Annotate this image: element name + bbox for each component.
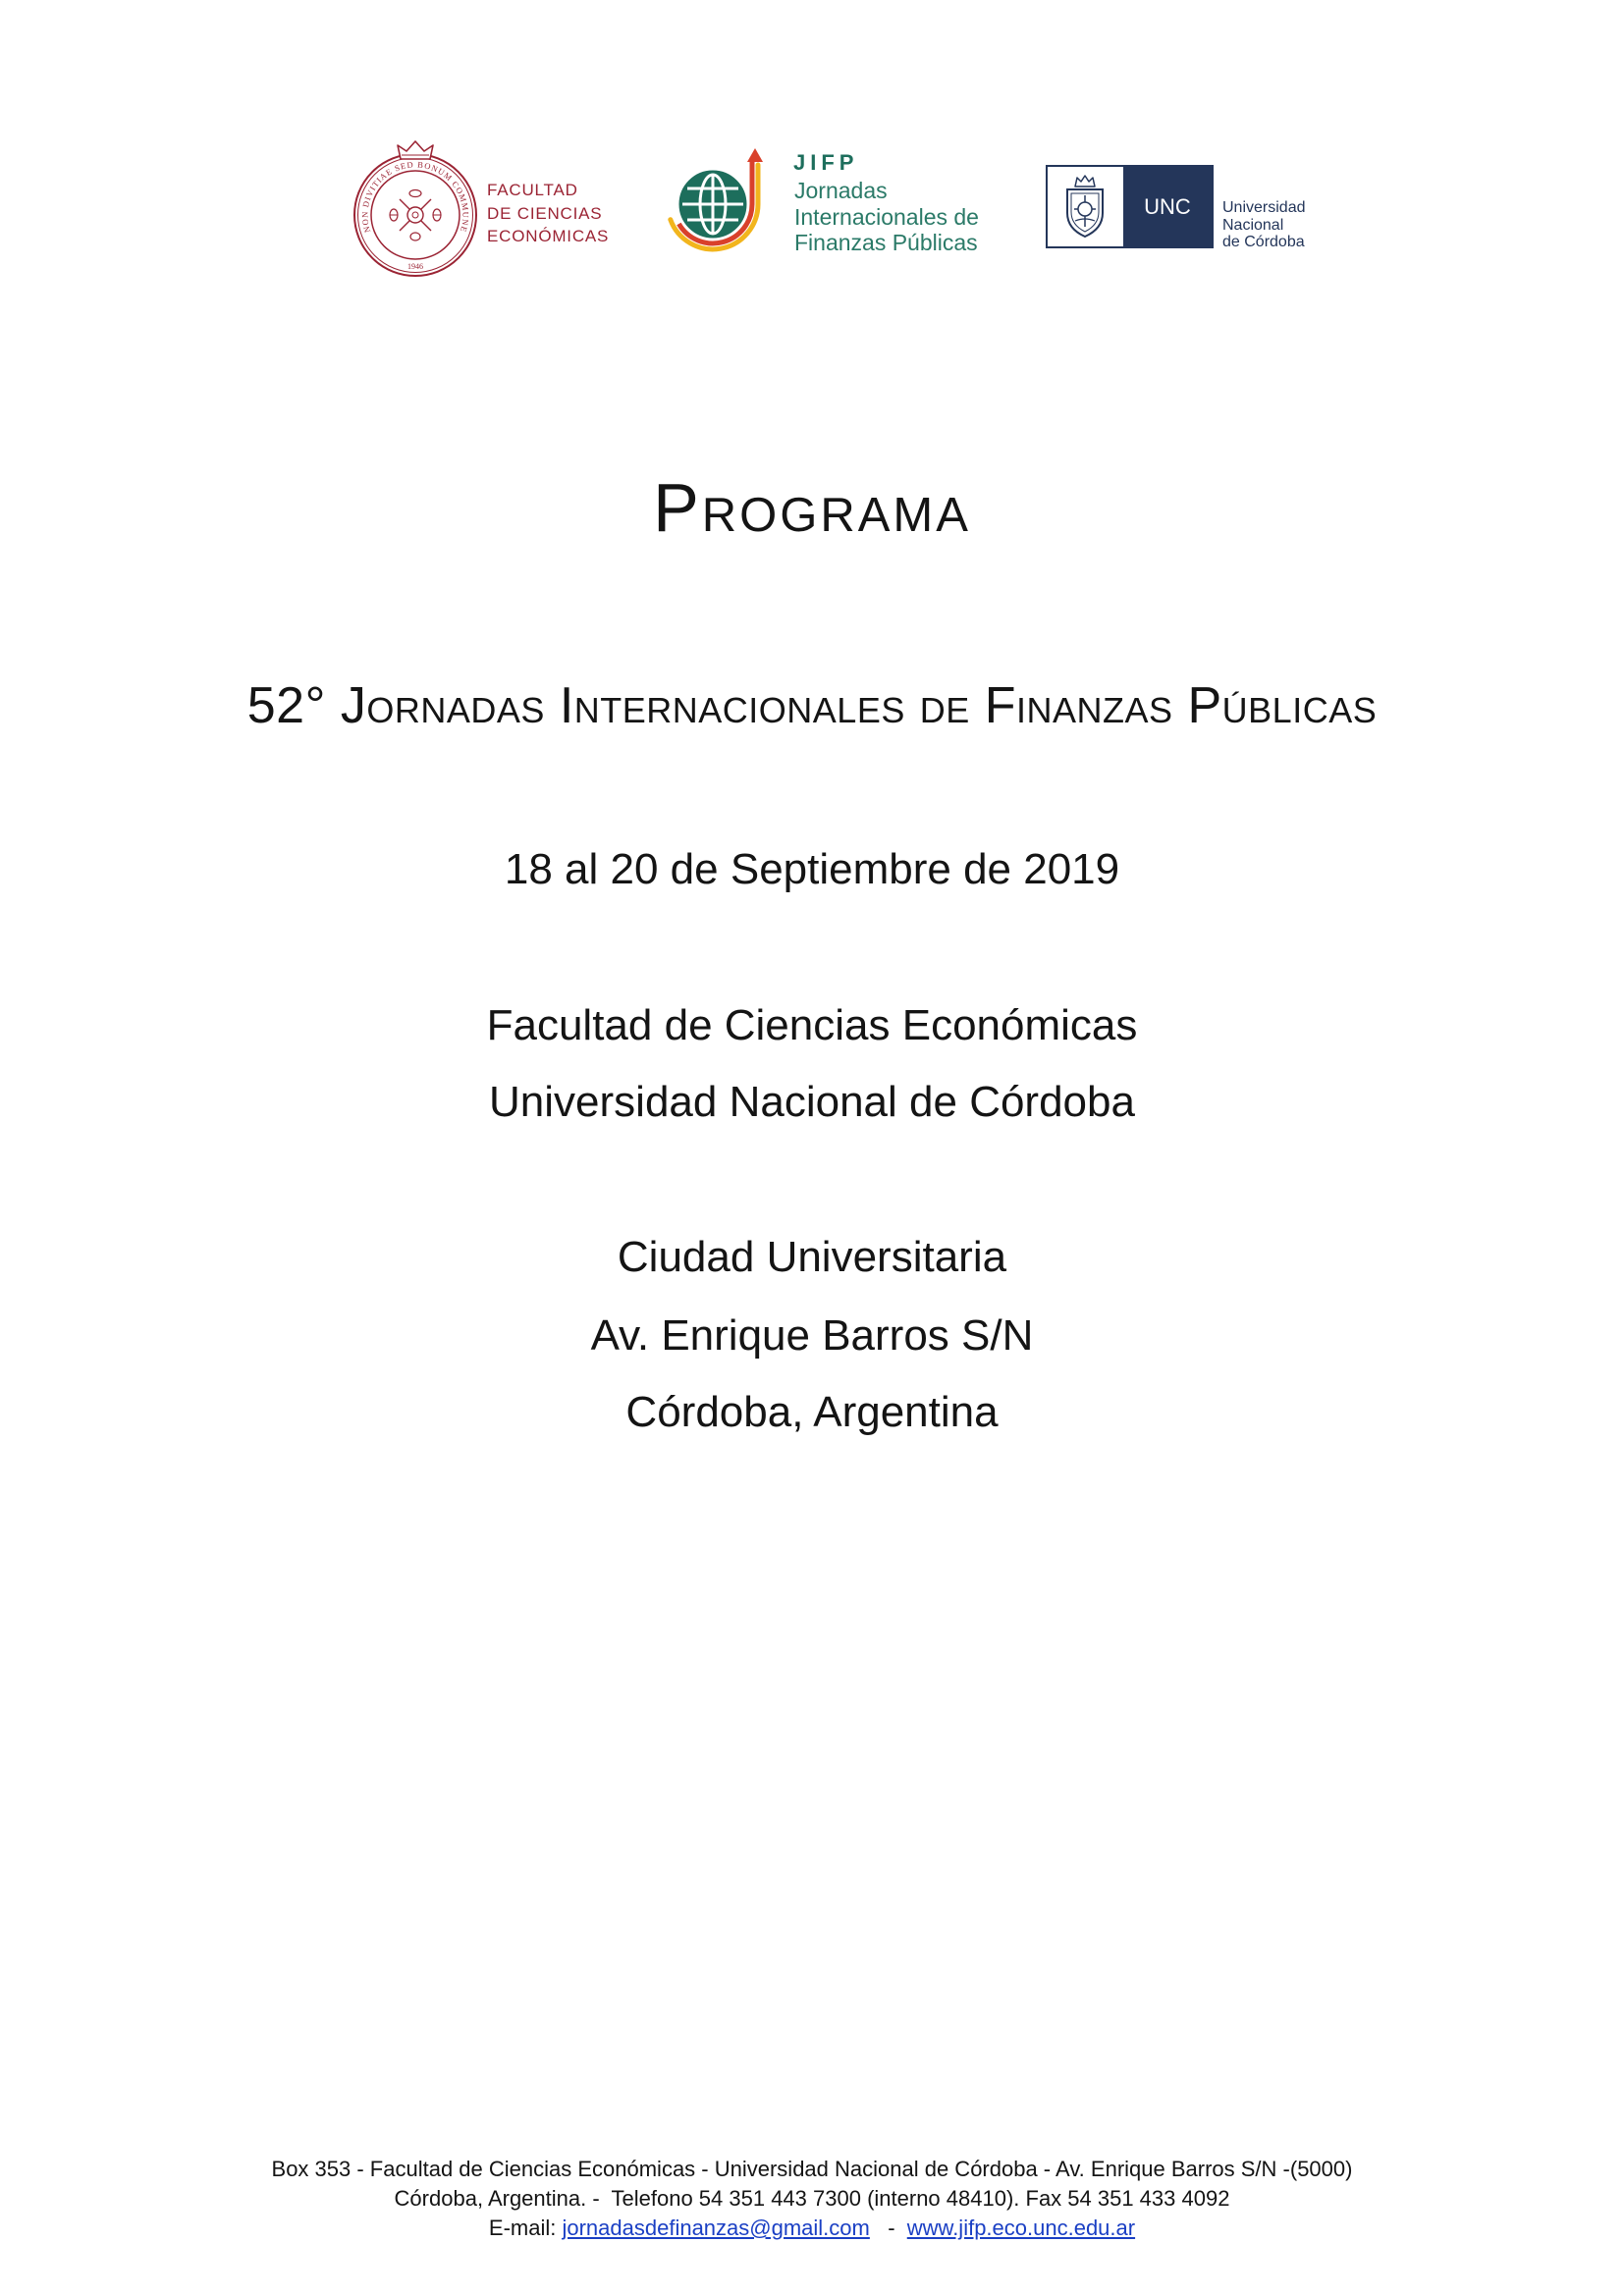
event-name: 52° Jornadas Internacionales de Finanzas Públicas — [246, 677, 1378, 734]
fce-wordmark-line: FACULTAD — [487, 181, 578, 199]
footer-phone-line: Córdoba, Argentina. - Telefono 54 351 443 7300 (interno 48410). Fax 54 351 433 4092 — [394, 2186, 1230, 2211]
footer-separator: - — [869, 2216, 907, 2240]
fce-seal-motto: NON DIVITIAE SED BONUM COMMUNE — [359, 159, 471, 235]
fce-seal-logo — [350, 138, 481, 284]
jifp-wordmark-line: Jornadas — [794, 178, 888, 203]
venue-address: Av. Enrique Barros S/N — [590, 1311, 1034, 1360]
arrow-up-icon — [747, 148, 763, 162]
page-footer — [0, 2155, 1624, 2243]
fce-seal-year: 1946 — [407, 262, 423, 271]
unc-shield-area — [1048, 167, 1123, 246]
fce-wordmark-line: DE CIENCIAS — [487, 203, 603, 223]
venue-city: Córdoba, Argentina — [625, 1388, 999, 1436]
jifp-wordmark — [794, 178, 979, 256]
unc-wordmark-line: Universidad — [1222, 199, 1306, 216]
footer-contact-line — [0, 2214, 1624, 2243]
email-label: E-mail: — [488, 2216, 563, 2240]
venue-campus: Ciudad Universitaria — [617, 1233, 1007, 1281]
footer-address-line: Box 353 - Facultad de Ciencias Económicas - Universidad Nacional de Córdoba - Av. Enrique Barros S/N -(5000) — [271, 2157, 1353, 2181]
unc-wordmark-line: de Córdoba — [1222, 234, 1305, 250]
unc-logo — [1046, 165, 1214, 248]
email-link[interactable]: jornadasdefinanzas@gmail.com — [562, 2216, 870, 2240]
page-title: Programa — [653, 469, 971, 546]
institution-university: Universidad Nacional de Córdoba — [489, 1078, 1135, 1126]
fce-seal-icon — [350, 138, 481, 284]
unc-badge: UNC — [1123, 167, 1212, 246]
jifp-globe-logo — [666, 145, 776, 267]
website-link[interactable]: www.jifp.eco.unc.edu.ar — [906, 2216, 1136, 2240]
jifp-wordmark-line: Internacionales de — [794, 203, 979, 230]
shield-icon — [1061, 174, 1109, 239]
unc-wordmark — [1222, 199, 1305, 251]
fce-wordmark — [487, 179, 609, 248]
institution-faculty: Facultad de Ciencias Económicas — [486, 1001, 1138, 1049]
unc-wordmark-line: Nacional — [1222, 216, 1284, 234]
event-dates: 18 al 20 de Septiembre de 2019 — [504, 845, 1120, 893]
globe-icon — [666, 145, 776, 267]
jifp-acronym: JIFP — [793, 150, 859, 175]
jifp-wordmark-line: Finanzas Públicas — [794, 230, 978, 255]
fce-wordmark-line: ECONÓMICAS — [487, 227, 610, 245]
